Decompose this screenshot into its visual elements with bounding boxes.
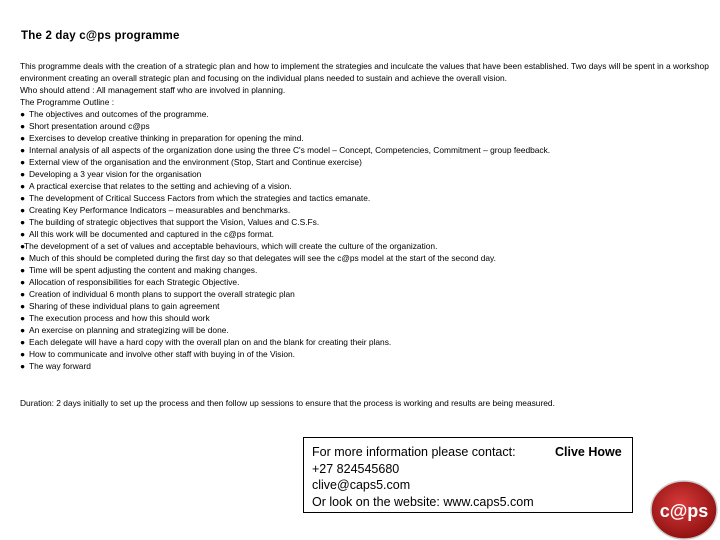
list-item: ● Sharing of these individual plans to gain agreement <box>20 301 220 311</box>
bullet-icon: ● <box>20 253 26 263</box>
list-item: ● Creating Key Performance Indicators – measurables and benchmarks. <box>20 205 291 215</box>
bullet-icon: ● <box>20 289 26 299</box>
list-item: ● A practical exercise that relates to the setting and achieving of a vision. <box>20 181 292 191</box>
list-item: ● All this work will be documented and captured in the c@ps format. <box>20 229 274 239</box>
page-title: The 2 day c@ps programme <box>21 30 180 42</box>
list-item: ● An exercise on planning and strategizing will be done. <box>20 325 229 335</box>
bullet-icon: ● <box>20 169 26 179</box>
list-item: ● Time will be spent adjusting the content and making changes. <box>20 265 258 275</box>
outline-list <box>20 108 716 372</box>
bullet-icon: ● <box>20 337 26 347</box>
contact-heading-row <box>312 444 624 461</box>
bullet-icon: ● <box>20 325 26 335</box>
list-item: ● Each delegate will have a hard copy with the overall plan on and the blank for creating their plans. <box>20 337 392 347</box>
outline-heading: The Programme Outline : <box>20 97 115 107</box>
list-item: ● Allocation of responsibilities for each Strategic Objective. <box>20 277 240 287</box>
contact-box <box>303 437 633 513</box>
list-item: ● The objectives and outcomes of the programme. <box>20 109 209 119</box>
attendance-line: Who should attend : All management staff who are involved in planning. <box>20 85 286 95</box>
bullet-icon: ● <box>20 313 26 323</box>
bullet-icon: ● <box>20 277 26 287</box>
contact-prompt: For more information please contact: <box>312 445 516 459</box>
list-item: ● The development of Critical Success Factors from which the strategies and tactics emanate. <box>20 193 371 203</box>
list-item: ● Short presentation around c@ps <box>20 121 150 131</box>
caps-logo <box>649 478 719 540</box>
bullet-icon: ● <box>20 301 26 311</box>
bullet-icon: ● <box>20 133 26 143</box>
intro-paragraph: This programme deals with the creation of a strategic plan and how to implement the strategies and inculcate the values that have been established. Two days will be spent in a workshop environment creating an overall strategic plan and focusing on the individual plans needed to sustain and achieve the overall vision. <box>20 61 709 83</box>
bullet-icon: ● <box>20 145 26 155</box>
list-item: ● Much of this should be completed during the first day so that delegates will see the c@ps model at the start of the second day. <box>20 253 496 263</box>
bullet-icon: ● <box>20 361 26 371</box>
bullet-icon: ● <box>20 229 26 239</box>
list-item: ● The building of strategic objectives that support the Vision, Values and C.S.Fs. <box>20 217 320 227</box>
contact-name: Clive Howe <box>555 445 622 459</box>
list-item: ● The execution process and how this should work <box>20 313 210 323</box>
bullet-icon: ● <box>20 265 26 275</box>
logo-text: c@ps <box>659 501 709 521</box>
bullet-icon: ● <box>20 157 26 167</box>
bullet-icon: ● <box>20 205 26 215</box>
bullet-icon: ● <box>20 241 26 251</box>
bullet-icon: ● <box>20 193 26 203</box>
list-item: ● The way forward <box>20 361 91 371</box>
list-item: ● Exercises to develop creative thinking in preparation for opening the mind. <box>20 133 304 143</box>
list-item: ● How to communicate and involve other staff with buying in of the Vision. <box>20 349 295 359</box>
list-item: ● External view of the organisation and the environment (Stop, Start and Continue exercise) <box>20 157 362 167</box>
list-item: ●The development of a set of values and acceptable behaviours, which will create the culture of the organization. <box>20 241 438 251</box>
contact-phone: +27 824545680 <box>312 461 400 476</box>
list-item: ● Developing a 3 year vision for the organisation <box>20 169 202 179</box>
bullet-icon: ● <box>20 121 26 131</box>
bullet-icon: ● <box>20 109 26 119</box>
bullet-icon: ● <box>20 181 26 191</box>
bullet-icon: ● <box>20 217 26 227</box>
document-body <box>20 60 716 372</box>
list-item: ● Internal analysis of all aspects of the organization done using the three C's model – Concept, Competencies, Commitment – group feedback. <box>20 145 551 155</box>
bullet-icon: ● <box>20 349 26 359</box>
list-item: ● Creation of individual 6 month plans to support the overall strategic plan <box>20 289 295 299</box>
contact-website[interactable]: Or look on the website: www.caps5.com <box>312 494 534 509</box>
contact-email[interactable]: clive@caps5.com <box>312 478 411 492</box>
duration-paragraph: Duration: 2 days initially to set up the process and then follow up sessions to ensure that the process is working and results are being measured. <box>20 398 555 408</box>
